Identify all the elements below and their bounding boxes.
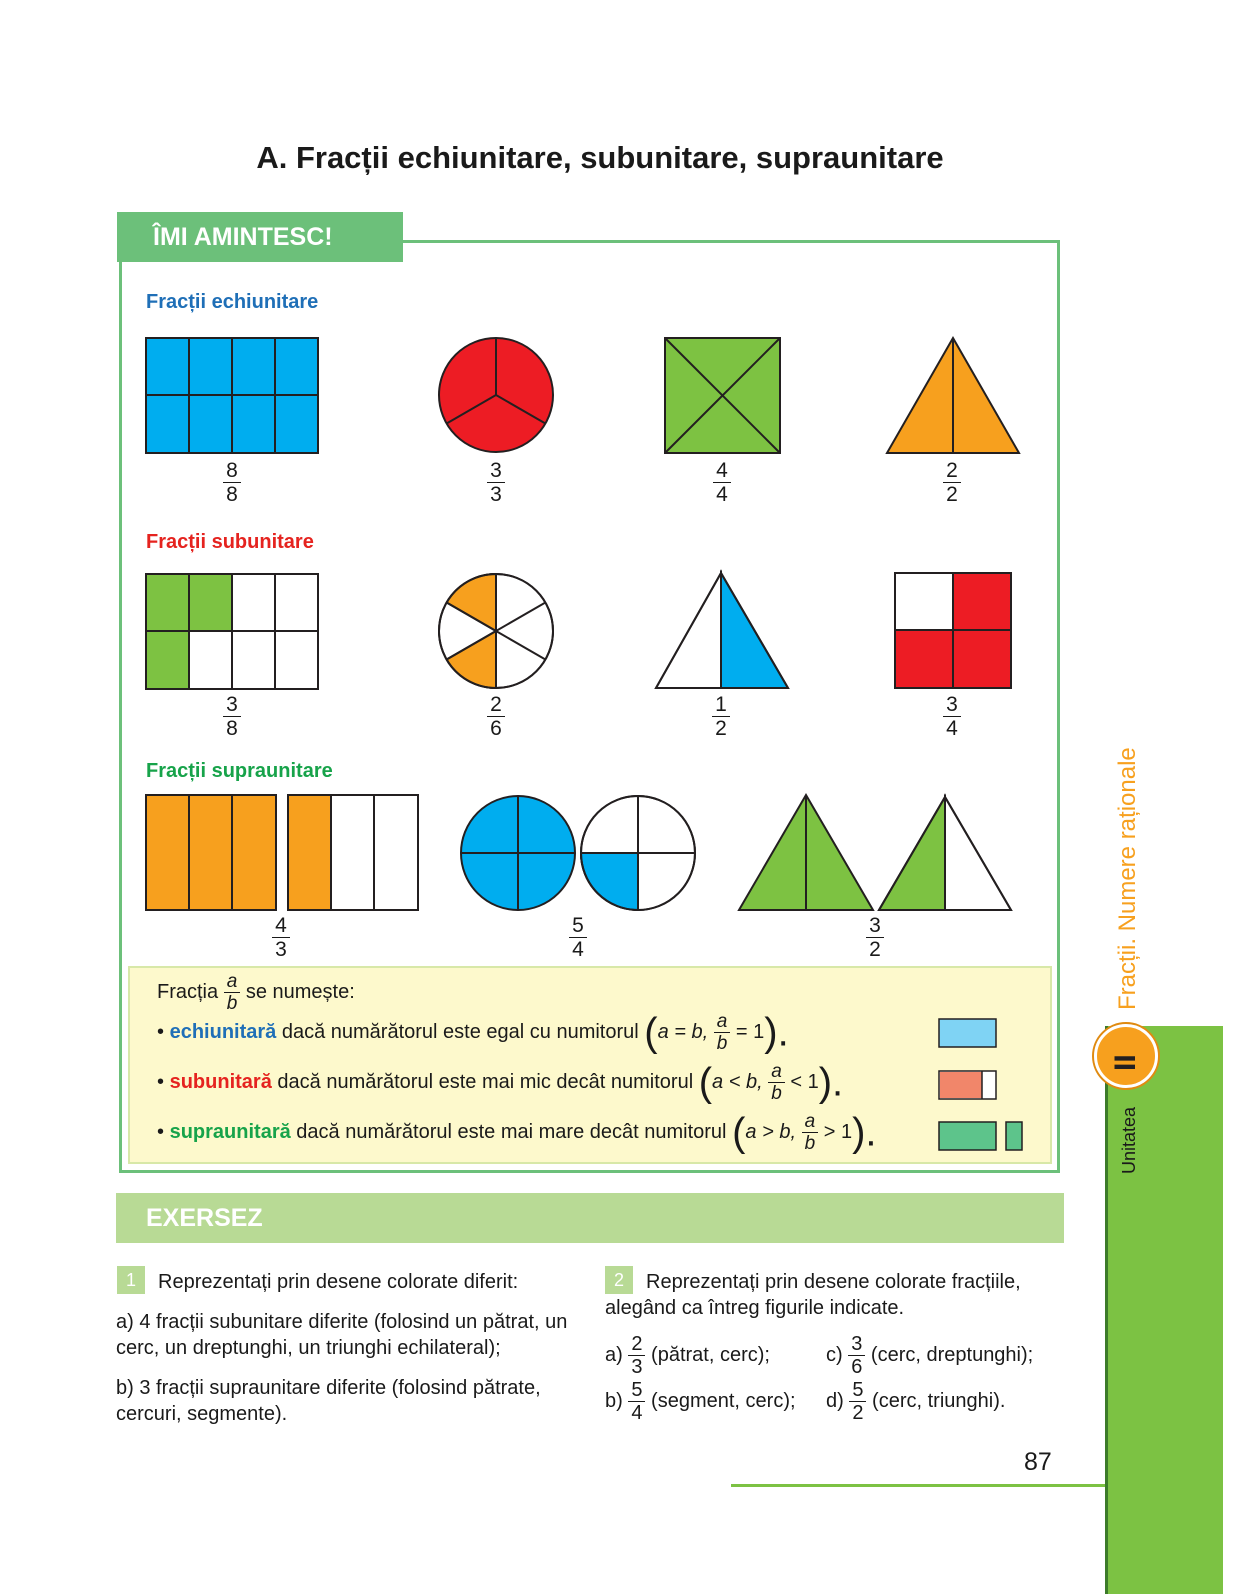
swatch-subunitara xyxy=(939,1071,996,1099)
exercise-2-item-b: b) $\frac{5}{4}$ (segment, cerc); xyxy=(605,1379,796,1424)
definition-supraunitara: • supraunitară dacă numărătorul este mai mare decât numitorul (a > b, $\frac{a}{b}$ > 1). xyxy=(157,1110,877,1155)
definition-echiunitara: • echiunitară dacă numărătorul este egal cu numitorul (a = b, $\frac{a}{b}$ = 1). xyxy=(157,1010,789,1055)
heading-echiunitare: Fracții echiunitare xyxy=(146,291,319,313)
fraction-label: 2 6 xyxy=(476,694,516,739)
definition-intro: Fracția $\frac{a}{b}$ se numește: xyxy=(157,971,355,1014)
exercise-2-number: 2 xyxy=(605,1266,633,1294)
chapter-title: Fracții. Numere raționale xyxy=(1114,747,1141,1010)
unit-number: II xyxy=(1109,1054,1142,1071)
page-number: 87 xyxy=(1024,1448,1052,1476)
exercise-1-b: b) 3 fracții supraunitare diferite (folosind pătrate, cercuri, segmente). xyxy=(116,1377,541,1425)
unit-label: Unitatea xyxy=(1119,1106,1139,1174)
circle-3-3-figure xyxy=(439,338,553,452)
circle-2-6-figure xyxy=(439,574,553,688)
fraction-label: 4 3 xyxy=(261,915,301,960)
exersez-header: EXERSEZ xyxy=(116,1193,1064,1243)
fraction-label: 4 4 xyxy=(702,460,742,505)
square-3-4-figure xyxy=(895,573,1011,688)
fraction-label: 3 3 xyxy=(476,460,516,505)
fraction-label: 8 8 xyxy=(212,460,252,505)
fraction-label: 5 4 xyxy=(558,915,598,960)
definition-swatches xyxy=(930,1010,1030,1155)
square-4-4-figure xyxy=(665,338,780,453)
heading-supraunitare: Fracții supraunitare xyxy=(146,760,333,782)
triangle-1-2-figure xyxy=(656,573,788,688)
exercise-1-prompt: Reprezentați prin desene colorate diferit: xyxy=(158,1271,519,1293)
rectangle-3-8-figure xyxy=(146,574,318,689)
exercise-1-a: a) 4 fracții subunitare diferite (folosind un pătrat, un cerc, un dreptunghi, un triunghi echilateral); xyxy=(116,1311,568,1359)
page-title: A. Fracții echiunitare, subunitare, supraunitare xyxy=(256,140,944,175)
remember-tab: ÎMI AMINTESC! xyxy=(117,212,403,262)
heading-subunitare: Fracții subunitare xyxy=(146,531,314,553)
triangle-2-2-figure xyxy=(887,338,1019,453)
exercise-2-prompt: Reprezentați prin desene colorate fracțiile, alegând ca întreg figurile indicate. xyxy=(605,1271,1021,1319)
exercise-2-item-d: d) $\frac{5}{2}$ (cerc, triunghi). xyxy=(826,1379,1006,1424)
fraction-label: 3 2 xyxy=(855,915,895,960)
circles-5-4-figure xyxy=(461,796,695,910)
rectangle-8-8-figure xyxy=(146,338,318,453)
triangles-3-2-figure xyxy=(739,795,1011,910)
fraction-label: 3 8 xyxy=(212,694,252,739)
definition-subunitara: • subunitară dacă numărătorul este mai mic decât numitorul (a < b, $\frac{a}{b}$ < 1). xyxy=(157,1060,844,1105)
fraction-label: 3 4 xyxy=(932,694,972,739)
exercise-2-item-a: a) $\frac{2}{3}$ (pătrat, cerc); xyxy=(605,1333,770,1378)
exercise-1-number: 1 xyxy=(117,1266,145,1294)
fraction-label: 2 2 xyxy=(932,460,972,505)
swatch-supraunitara xyxy=(939,1122,1022,1150)
swatch-echiunitara xyxy=(939,1019,996,1047)
footer-rule xyxy=(731,1484,1105,1487)
fraction-label: 1 2 xyxy=(701,694,741,739)
rectangles-4-3-figure xyxy=(146,795,418,910)
unit-badge xyxy=(1094,1024,1158,1088)
exercise-2-item-c: c) $\frac{3}{6}$ (cerc, dreptunghi); xyxy=(826,1333,1034,1378)
